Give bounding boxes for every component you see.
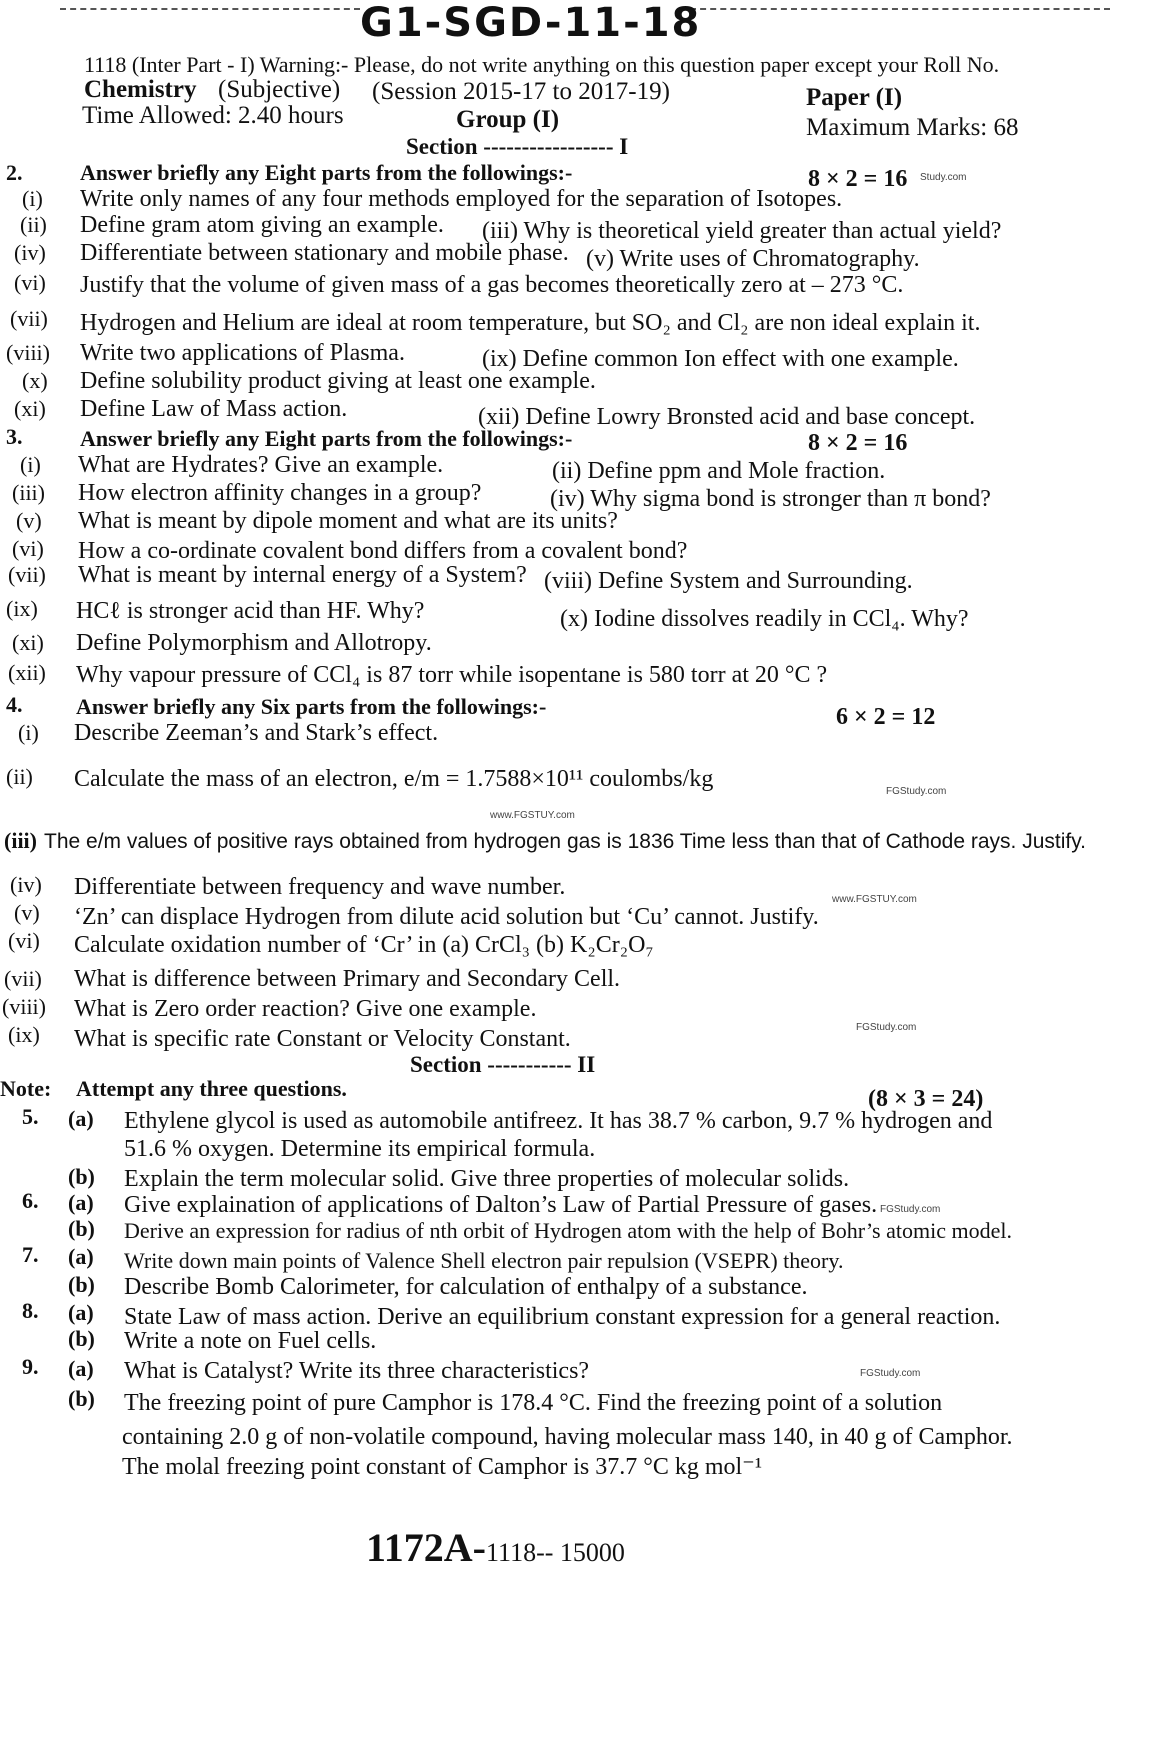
q3-v-num: (v) (16, 508, 42, 533)
q4-v-num: (v) (14, 900, 40, 925)
q6-number: 6. (22, 1188, 39, 1213)
q2-viii-num: (viii) (6, 340, 50, 365)
handwritten-code: G1-SGD-11-18 (360, 0, 702, 46)
q3-xii-text: Why vapour pressure of CCl₄ is 87 torr while isopentane is 580 torr at 20 °C ? (76, 662, 828, 688)
q2-xi-num: (xi) (14, 396, 46, 421)
q4-vii-text: What is difference between Primary and Secondary Cell. (74, 966, 621, 992)
paper-number: Paper (I) (806, 84, 903, 111)
q5b-label: (b) (68, 1164, 95, 1189)
q9b-text: The freezing point of pure Camphor is 178.4 °C. Find the freezing point of a solution (124, 1390, 943, 1416)
q3-ii-text: (ii) Define ppm and Mole fraction. (552, 458, 886, 484)
q4-viii-num: (viii) (2, 994, 46, 1019)
q2-number: 2. (6, 160, 23, 185)
footer-code (366, 1524, 625, 1571)
q7-number: 7. (22, 1242, 39, 1267)
subject: Chemistry (84, 76, 197, 103)
q2-vii-num: (vii) (10, 306, 48, 331)
q8a-label: (a) (68, 1300, 94, 1325)
q3-vi-text: How a co-ordinate covalent bond differs from a covalent bond? (78, 538, 688, 564)
q9b-text-cont1: containing 2.0 g of non-volatile compound, having molecular mass 140, in 40 g of Camphor. (122, 1424, 1013, 1450)
q2-i-text: Write only names of any four methods employed for the separation of Isotopes. (80, 186, 843, 212)
q3-iii-text: How electron affinity changes in a group? (78, 480, 482, 506)
q8b-label: (b) (68, 1326, 95, 1351)
q2-xii-text: (xii) Define Lowry Bronsted acid and base concept. (478, 404, 976, 430)
q7a-text: Write down main points of Valence Shell electron pair repulsion (VSEPR) theory. (124, 1248, 844, 1273)
q2-iv-num: (iv) (14, 240, 46, 265)
q7b-label: (b) (68, 1272, 95, 1297)
q4-ii-text: Calculate the mass of an electron, e/m = 1.7588×10¹¹ coulombs/kg (74, 766, 714, 792)
q5a-label: (a) (68, 1106, 94, 1131)
q3-iii-num: (iii) (12, 480, 45, 505)
q2-instruction: Answer briefly any Eight parts from the followings:- (80, 160, 573, 185)
q9-number: 9. (22, 1354, 39, 1379)
q6b-label: (b) (68, 1216, 95, 1241)
q4-v-text: ‘Zn’ can displace Hydrogen from dilute acid solution but ‘Cu’ cannot. Justify. (74, 904, 819, 930)
q9b-label: (b) (68, 1386, 95, 1411)
session: (Session 2015-17 to 2017-19) (372, 78, 670, 105)
footer-code-main: 1172A- (366, 1525, 486, 1570)
q3-number: 3. (6, 424, 23, 449)
q4-vi-num: (vi) (8, 928, 40, 953)
q3-iv-text: (iv) Why sigma bond is stronger than π bond? (550, 486, 991, 512)
q3-x-text: (x) Iodine dissolves readily in CCl₄. Why? (560, 606, 969, 632)
q5b-text: Explain the term molecular solid. Give three properties of molecular solids. (124, 1166, 850, 1192)
q2-marks: 8 × 2 = 16 (808, 166, 908, 192)
q2-ix-text: (ix) Define common Ion effect with one example. (482, 346, 959, 372)
q4-ii-num: (ii) (6, 764, 33, 789)
q8a-text: State Law of mass action. Derive an equilibrium constant expression for a general reaction. (124, 1304, 1001, 1330)
q2-vii-text: Hydrogen and Helium are ideal at room temperature, but SO₂ and Cl₂ are non ideal explain it. (80, 310, 981, 336)
watermark: www.FGSTUY.com (490, 810, 575, 821)
q2-viii-text: Write two applications of Plasma. (80, 340, 405, 366)
q4-number: 4. (6, 692, 23, 717)
q3-ix-text: HCℓ is stronger acid than HF. Why? (76, 598, 425, 624)
q4-ix-text: What is specific rate Constant or Velocity Constant. (74, 1026, 571, 1052)
q3-vii-text: What is meant by internal energy of a System? (78, 562, 527, 588)
q4-iv-text: Differentiate between frequency and wave number. (74, 874, 566, 900)
q3-marks: 8 × 2 = 16 (808, 430, 908, 456)
q4-iii-text: The e/m values of positive rays obtained from hydrogen gas is 1836 Time less than that of Cathode rays. Justify. (44, 830, 1086, 853)
q6a-text: Give explaination of applications of Dalton’s Law of Partial Pressure of gases. (124, 1192, 878, 1218)
q9a-label: (a) (68, 1356, 94, 1381)
q2-xi-text: Define Law of Mass action. (80, 396, 348, 422)
q5a-text: Ethylene glycol is used as automobile antifreez. It has 38.7 % carbon, 9.7 % hydrogen and (124, 1108, 993, 1134)
watermark: FGStudy.com (886, 786, 947, 797)
q3-xi-text: Define Polymorphism and Allotropy. (76, 630, 432, 656)
q3-vii-num: (vii) (8, 562, 46, 587)
q4-ix-num: (ix) (8, 1022, 40, 1047)
top-border-left (60, 8, 360, 10)
q2-vi-text: Justify that the volume of given mass of a gas becomes theoretically zero at – 273 °C. (80, 272, 904, 298)
q9a-text: What is Catalyst? Write its three characteristics? (124, 1358, 590, 1384)
q3-i-text: What are Hydrates? Give an example. (78, 452, 444, 478)
max-marks: Maximum Marks: 68 (806, 114, 1019, 141)
section-2-title: Section ----------- II (410, 1052, 596, 1077)
q3-xi-num: (xi) (12, 630, 44, 655)
q4-iii-num: (iii) (4, 828, 37, 853)
q4-viii-text: What is Zero order reaction? Give one example. (74, 996, 537, 1022)
group: Group (I) (456, 106, 560, 133)
q5-number: 5. (22, 1104, 39, 1129)
top-border-right (690, 8, 1110, 10)
q2-v-text: (v) Write uses of Chromatography. (586, 246, 920, 272)
q3-xii-num: (xii) (8, 660, 46, 685)
note-text: Attempt any three questions. (76, 1076, 347, 1101)
header-line1: 1118 (Inter Part - I) Warning:- Please, do not write anything on this question paper except your Roll No. (84, 52, 1000, 77)
q4-i-num: (i) (18, 720, 39, 745)
q5a-text-cont: 51.6 % oxygen. Determine its empirical formula. (124, 1136, 596, 1162)
q4-i-text: Describe Zeeman’s and Stark’s effect. (74, 720, 439, 746)
q4-instruction: Answer briefly any Six parts from the followings:- (76, 694, 547, 719)
q3-ix-num: (ix) (6, 596, 38, 621)
watermark: www.FGSTUY.com (832, 894, 917, 905)
watermark: Study.com (920, 172, 967, 183)
q2-ii-num: (ii) (20, 212, 47, 237)
q2-x-num: (x) (22, 368, 48, 393)
q2-i-num: (i) (22, 186, 43, 211)
q2-x-text: Define solubility product giving at least one example. (80, 368, 596, 394)
watermark: FGStudy.com (880, 1204, 941, 1215)
q8b-text: Write a note on Fuel cells. (124, 1328, 377, 1354)
q4-vi-text: Calculate oxidation number of ‘Cr’ in (a) CrCl₃ (b) K₂Cr₂O₇ (74, 932, 654, 958)
q4-marks: 6 × 2 = 12 (836, 704, 936, 730)
q3-vi-num: (vi) (12, 536, 44, 561)
q6b-text: Derive an expression for radius of nth orbit of Hydrogen atom with the help of Bohr’s atomic model. (124, 1218, 1012, 1243)
section-2-marks: (8 × 3 = 24) (868, 1086, 984, 1112)
q9b-text-cont2: The molal freezing point constant of Camphor is 37.7 °C kg mol⁻¹ (122, 1454, 763, 1480)
watermark: FGStudy.com (860, 1368, 921, 1379)
paper-type: (Subjective) (218, 76, 341, 103)
q8-number: 8. (22, 1298, 39, 1323)
q2-vi-num: (vi) (14, 270, 46, 295)
q2-ii-text: Define gram atom giving an example. (80, 212, 444, 238)
q2-iii-text: (iii) Why is theoretical yield greater than actual yield? (482, 218, 1002, 244)
q3-viii-text: (viii) Define System and Surrounding. (544, 568, 913, 594)
q3-v-text: What is meant by dipole moment and what are its units? (78, 508, 618, 534)
q7b-text: Describe Bomb Calorimeter, for calculation of enthalpy of a substance. (124, 1274, 808, 1300)
q6a-label: (a) (68, 1190, 94, 1215)
note-label: Note: (0, 1076, 52, 1101)
q4-iv-num: (iv) (10, 872, 42, 897)
q3-instruction: Answer briefly any Eight parts from the followings:- (80, 426, 573, 451)
footer-code-rest: 1118-- 15000 (486, 1538, 625, 1567)
q2-iv-text: Differentiate between stationary and mobile phase. (80, 240, 569, 266)
time-allowed: Time Allowed: 2.40 hours (82, 102, 344, 129)
section-1-title: Section ----------------- I (406, 134, 629, 159)
q7a-label: (a) (68, 1244, 94, 1269)
q3-i-num: (i) (20, 452, 41, 477)
q4-vii-num: (vii) (4, 966, 42, 991)
watermark: FGStudy.com (856, 1022, 917, 1033)
